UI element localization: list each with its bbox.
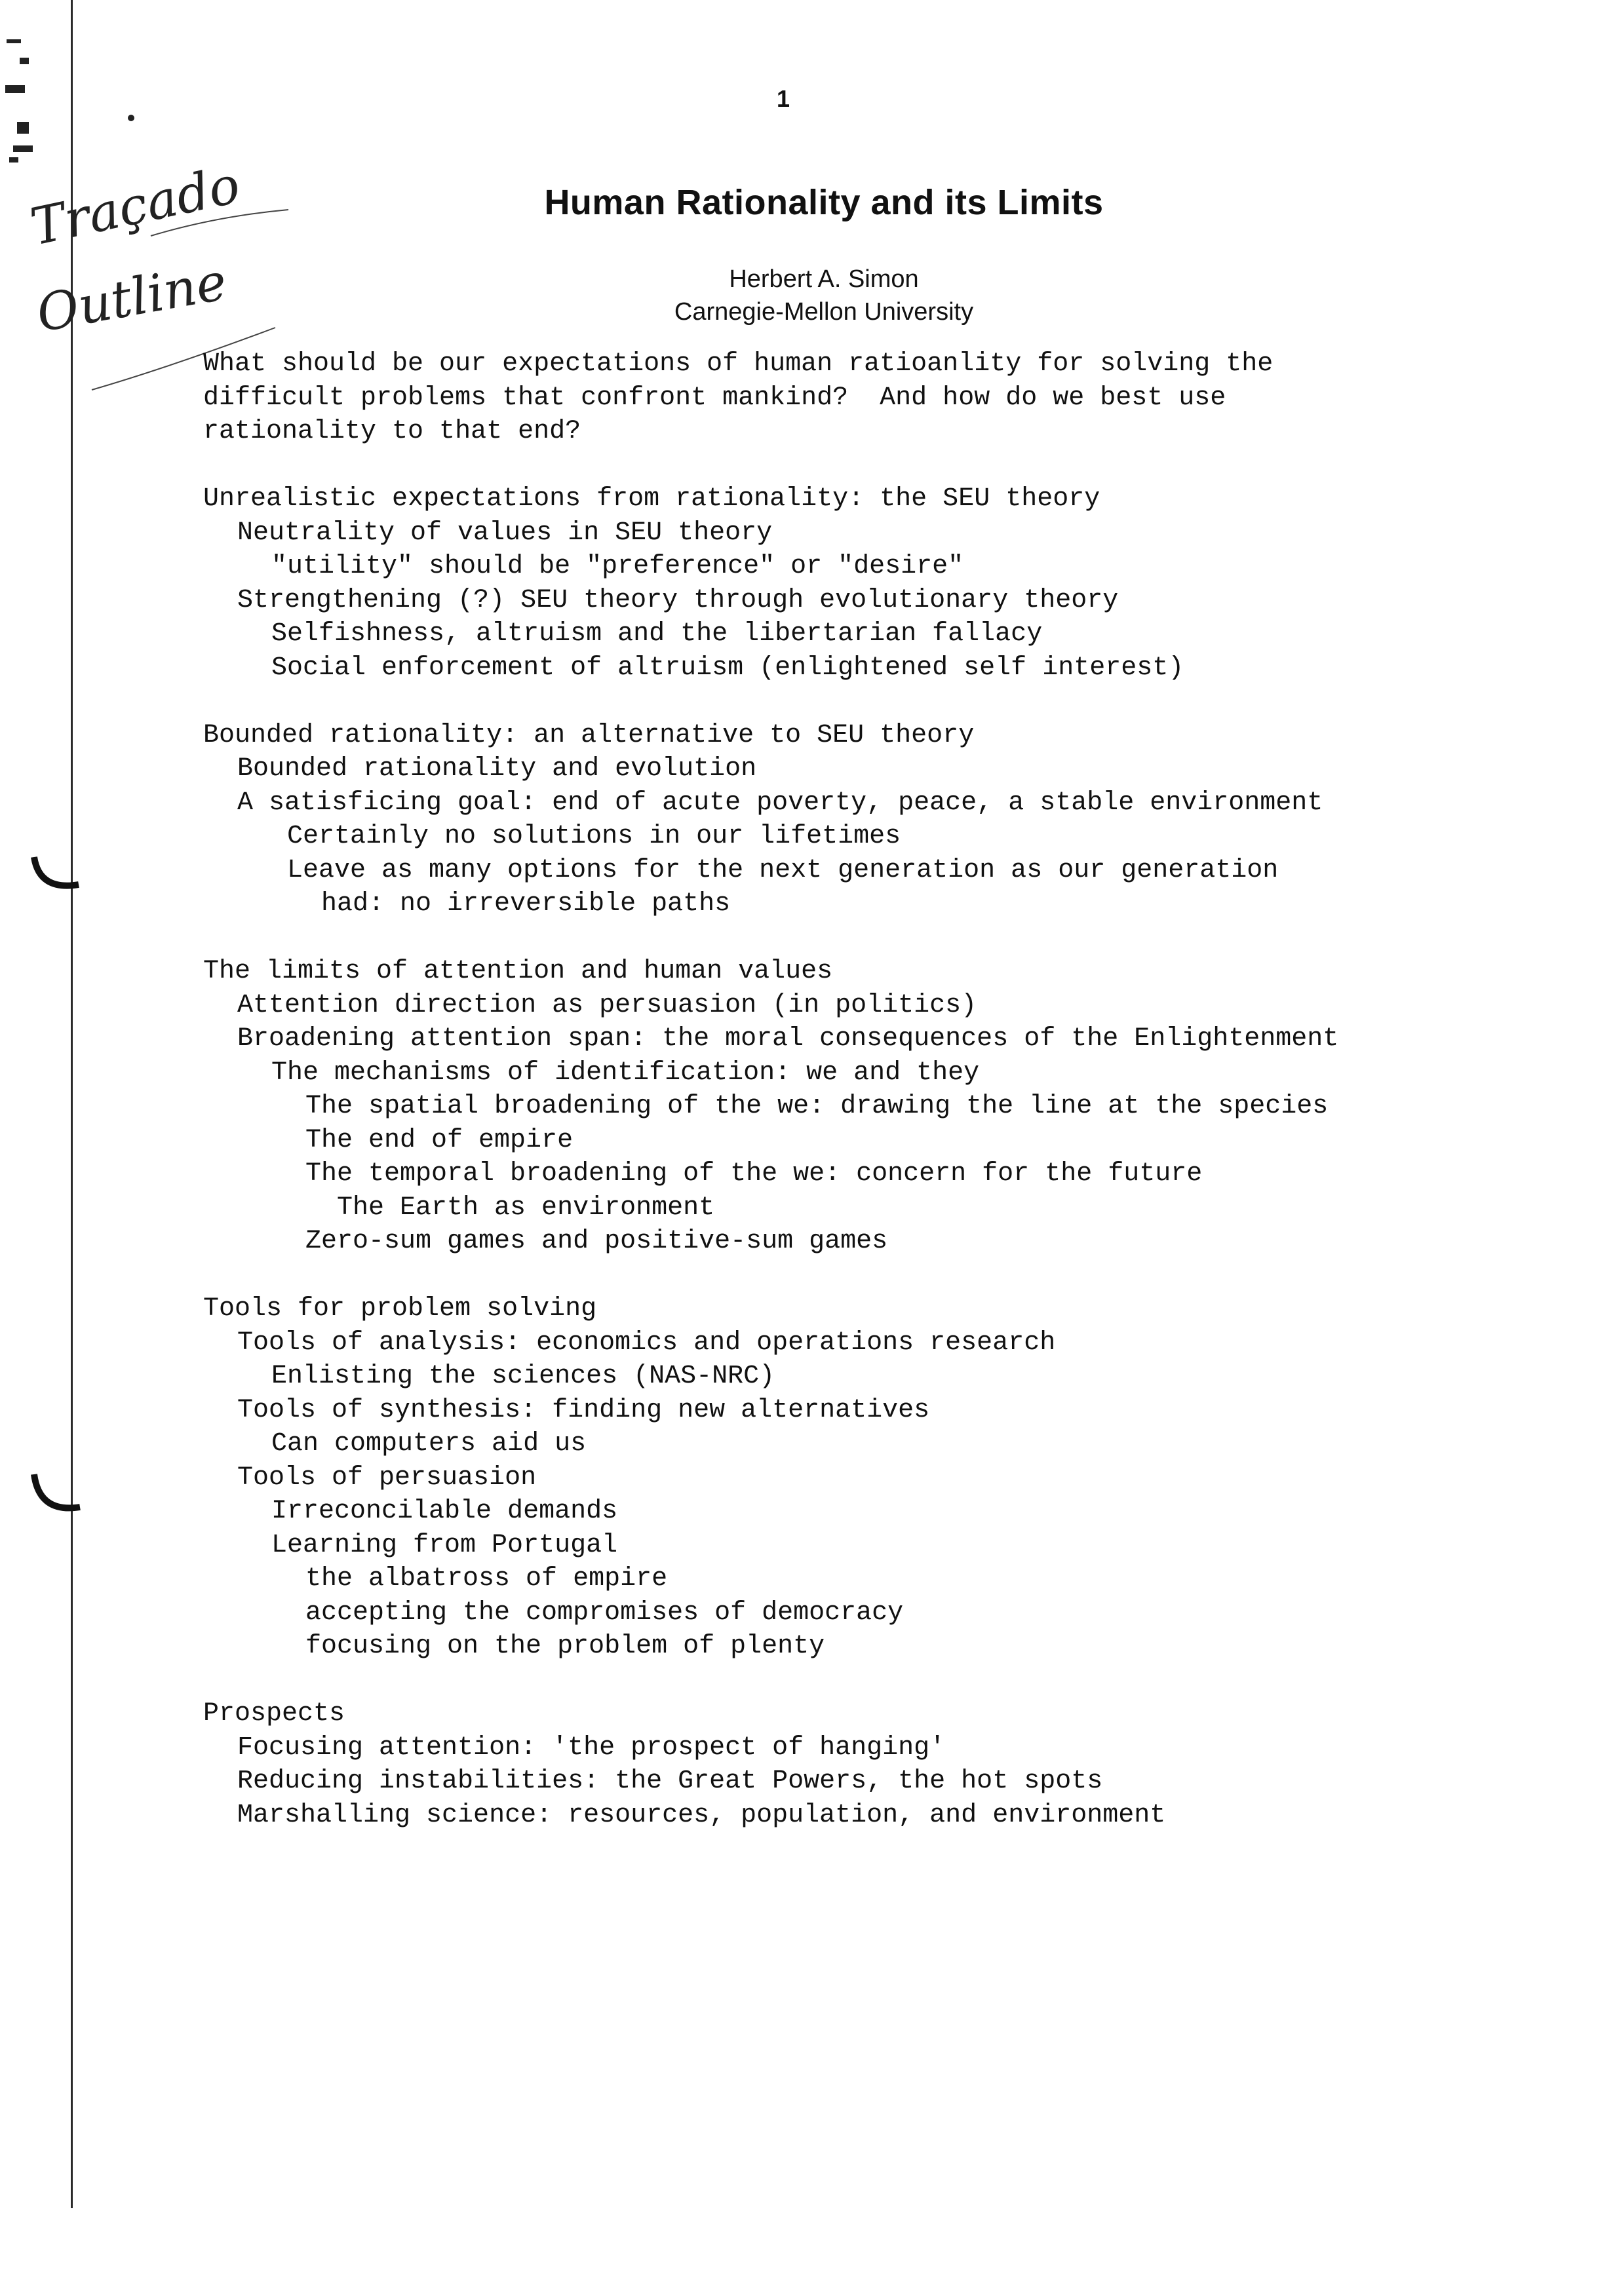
page-number: 1 bbox=[777, 85, 790, 112]
outline-line: Social enforcement of altruism (enlightened self interest) bbox=[271, 653, 1184, 683]
handwritten-note-outline: Outline bbox=[32, 252, 231, 344]
outline-line: Unrealistic expectations from rationality: the SEU theory bbox=[203, 484, 1100, 514]
outline-line: Broadening attention span: the moral consequences of the Enlightenment bbox=[237, 1024, 1339, 1054]
outline-line: The limits of attention and human values bbox=[203, 957, 833, 986]
outline-line: What should be our expectations of human ratioanlity for solving the bbox=[203, 349, 1274, 379]
document-title: Human Rationality and its Limits bbox=[544, 183, 1104, 222]
outline-line: had: no irreversible paths bbox=[305, 889, 731, 919]
outline-line: focusing on the problem of plenty bbox=[305, 1632, 825, 1661]
outline-line: Bounded rationality: an alternative to SEU theory bbox=[203, 720, 975, 750]
outline-line: Strengthening (?) SEU theory through evolutionary theory bbox=[237, 585, 1119, 615]
outline-line: Can computers aid us bbox=[271, 1429, 587, 1459]
outline-line: A satisficing goal: end of acute poverty, peace, a stable environment bbox=[237, 788, 1323, 818]
outline-line: Tools of analysis: economics and operations research bbox=[237, 1328, 1056, 1358]
outline-line: Selfishness, altruism and the libertarian fallacy bbox=[271, 619, 1043, 649]
handwritten-note-tracado: Traçado bbox=[26, 155, 245, 258]
outline-line: Certainly no solutions in our lifetimes bbox=[271, 822, 901, 851]
outline-spacer bbox=[203, 921, 1580, 955]
outline-line: Tools of persuasion bbox=[237, 1463, 537, 1493]
outline-line: difficult problems that confront mankind? And how do we best use bbox=[203, 383, 1226, 413]
outline-line: rationality to that end? bbox=[203, 417, 581, 446]
outline-line: Tools of synthesis: finding new alternatives bbox=[237, 1395, 930, 1425]
outline-spacer bbox=[203, 1259, 1580, 1293]
outline-line: The temporal broadening of the we: concern for the future bbox=[305, 1159, 1203, 1189]
outline-line: Learning from Portugal bbox=[271, 1530, 618, 1560]
outline-line: Leave as many options for the next generation as our generation bbox=[271, 855, 1279, 885]
outline-line: the albatross of empire bbox=[305, 1564, 668, 1594]
author-name: Herbert A. Simon bbox=[729, 265, 919, 293]
outline-line: Bounded rationality and evolution bbox=[237, 754, 757, 784]
outline-spacer bbox=[203, 1664, 1580, 1698]
outline-line: The Earth as environment bbox=[305, 1193, 715, 1223]
outline-line: Marshalling science: resources, population, and environment bbox=[237, 1800, 1166, 1830]
outline-line: The mechanisms of identification: we and they bbox=[271, 1058, 980, 1088]
outline-line: Tools for problem solving bbox=[203, 1294, 597, 1324]
outline-line: The spatial broadening of the we: drawing the line at the species bbox=[305, 1092, 1329, 1121]
outline-line: Enlisting the sciences (NAS-NRC) bbox=[271, 1362, 775, 1391]
outline-line: "utility" should be "preference" or "desire" bbox=[271, 552, 964, 581]
bracket-mark-1 bbox=[34, 857, 79, 886]
outline-body bbox=[203, 347, 1580, 1832]
author-affiliation: Carnegie-Mellon University bbox=[674, 298, 974, 326]
outline-line: accepting the compromises of democracy bbox=[305, 1598, 904, 1628]
outline-line: The end of empire bbox=[305, 1125, 574, 1155]
outline-line: Focusing attention: 'the prospect of hanging' bbox=[237, 1732, 946, 1763]
outline-line: Reducing instabilities: the Great Powers, the hot spots bbox=[237, 1767, 1103, 1796]
bracket-mark-2 bbox=[34, 1474, 80, 1508]
outline-line: Zero-sum games and positive-sum games bbox=[305, 1227, 888, 1256]
outline-spacer bbox=[203, 685, 1580, 719]
outline-line: Prospects bbox=[203, 1699, 345, 1729]
outline-line: Irreconcilable demands bbox=[271, 1497, 618, 1526]
outline-line: Neutrality of values in SEU theory bbox=[237, 518, 773, 548]
outline-line: Attention direction as persuasion (in politics) bbox=[237, 990, 977, 1020]
outline-spacer bbox=[203, 449, 1580, 483]
